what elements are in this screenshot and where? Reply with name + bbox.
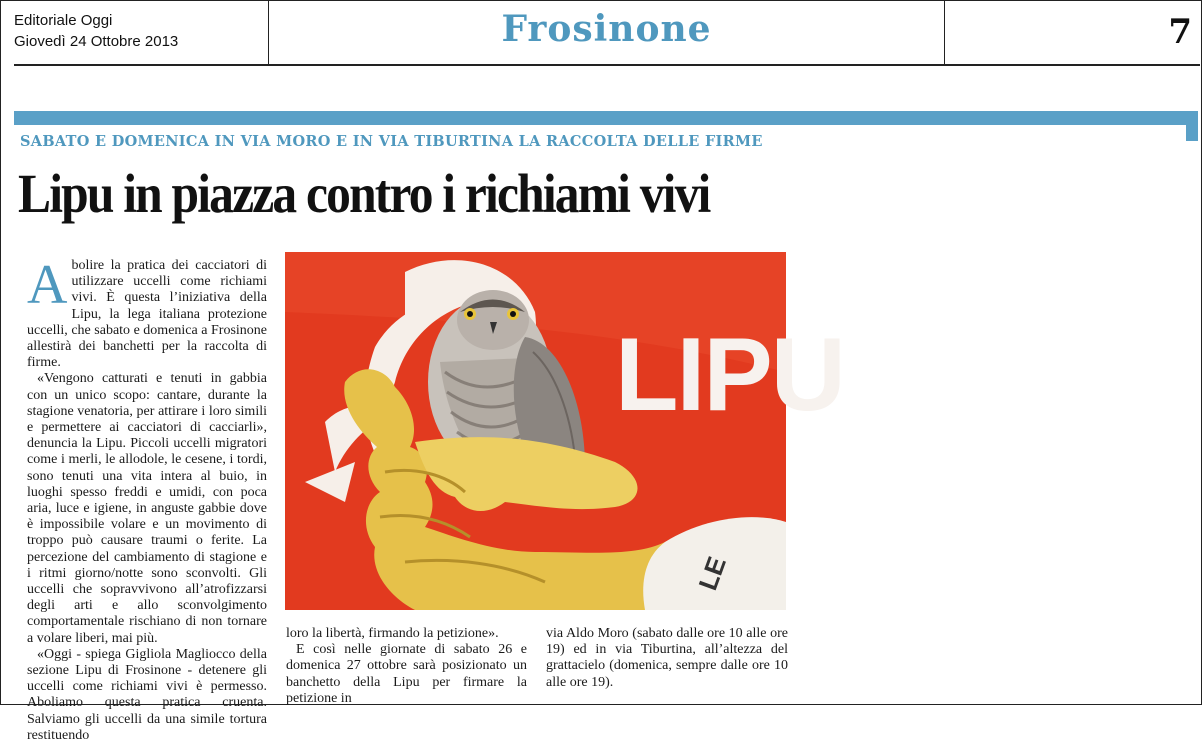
- drop-cap: A: [27, 254, 68, 316]
- photo-illustration: [285, 252, 844, 610]
- article-kicker: SABATO E DOMENICA IN VIA MORO E IN VIA TIBURTINA LA RACCOLTA DELLE FIRME: [20, 133, 763, 150]
- section-rule: [14, 111, 1198, 125]
- publication-date: Giovedì 24 Ottobre 2013: [14, 33, 179, 50]
- article-column-3: [546, 626, 788, 691]
- article-paragraph: via Aldo Moro (sabato dalle ore 10 alle ore 19) ed in via Tiburtina, all’altezza del grattacielo (domenica, sempre dalle ore 10 alle ore 19).: [546, 626, 788, 690]
- article-paragraph: «Oggi - spiega Gigliola Magliocco della sezione Lipu di Frosinone - detenere gli uccelli come richiami vivi è permesso. Aboliamo questa pratica cruenta. Salviamo gli uccelli da una simile tortura restituendo: [27, 646, 267, 743]
- masthead: [14, 0, 1200, 66]
- masthead-info: [14, 10, 178, 52]
- article-photo: [285, 252, 844, 610]
- article-paragraph: [27, 254, 267, 371]
- article-headline: Lipu in piazza contro i richiami vivi: [18, 163, 710, 224]
- masthead-divider: [944, 0, 945, 64]
- publication-name: Editoriale Oggi: [14, 12, 113, 29]
- page-number: 7: [1168, 12, 1192, 52]
- glove-mark-text: LE: [692, 552, 733, 595]
- section-title: Frosinone: [501, 8, 712, 50]
- article-paragraph: E così nelle giornate di sabato 26 e domenica 27 ottobre sarà posizionato un banchetto della Lipu per firmare la petizione in: [286, 642, 527, 706]
- article-column-1: [27, 254, 267, 744]
- article-column-2: [286, 626, 527, 707]
- article-paragraph: loro la libertà, firmando la petizione».: [286, 626, 499, 641]
- paragraph-text: bolire la pratica dei cacciatori di utilizzare uccelli come richiami vivi. È questa l’iniziativa della Lipu, la lega italiana protezione uccelli, che sabato e domenica a Frosinone allestirà dei banchetti per la raccolta di firme.: [27, 258, 267, 371]
- article-paragraph: «Vengono catturati e tenuti in gabbia con un unico scopo: cantare, durante la stagione venatoria, per attirare i loro simili e permettere ai cacciatori di cacciarli», denuncia la Lipu. Piccoli uccelli migratori come i merli, le allodole, le cesene, i tordi, sono tenuti una vita intera al buio, in luoghi spesso freddi e umidi, con poca aria, luce e igiene, in anguste gabbie dove è impossibile volare e un movimento di troppo può causare traumi o ferite. La percezione del cambiamento di stagione e i ritmi giorno/notte sono sconvolti. Gli uccelli che sopravvivono all’atrofizzarsi degli arti e allo sconvolgimento comportamentale rischiano di non tornare a volare liberi, mai più.: [27, 371, 267, 646]
- photo-banner-text: LIPU: [615, 317, 844, 433]
- section-rule-tick: [1186, 111, 1198, 141]
